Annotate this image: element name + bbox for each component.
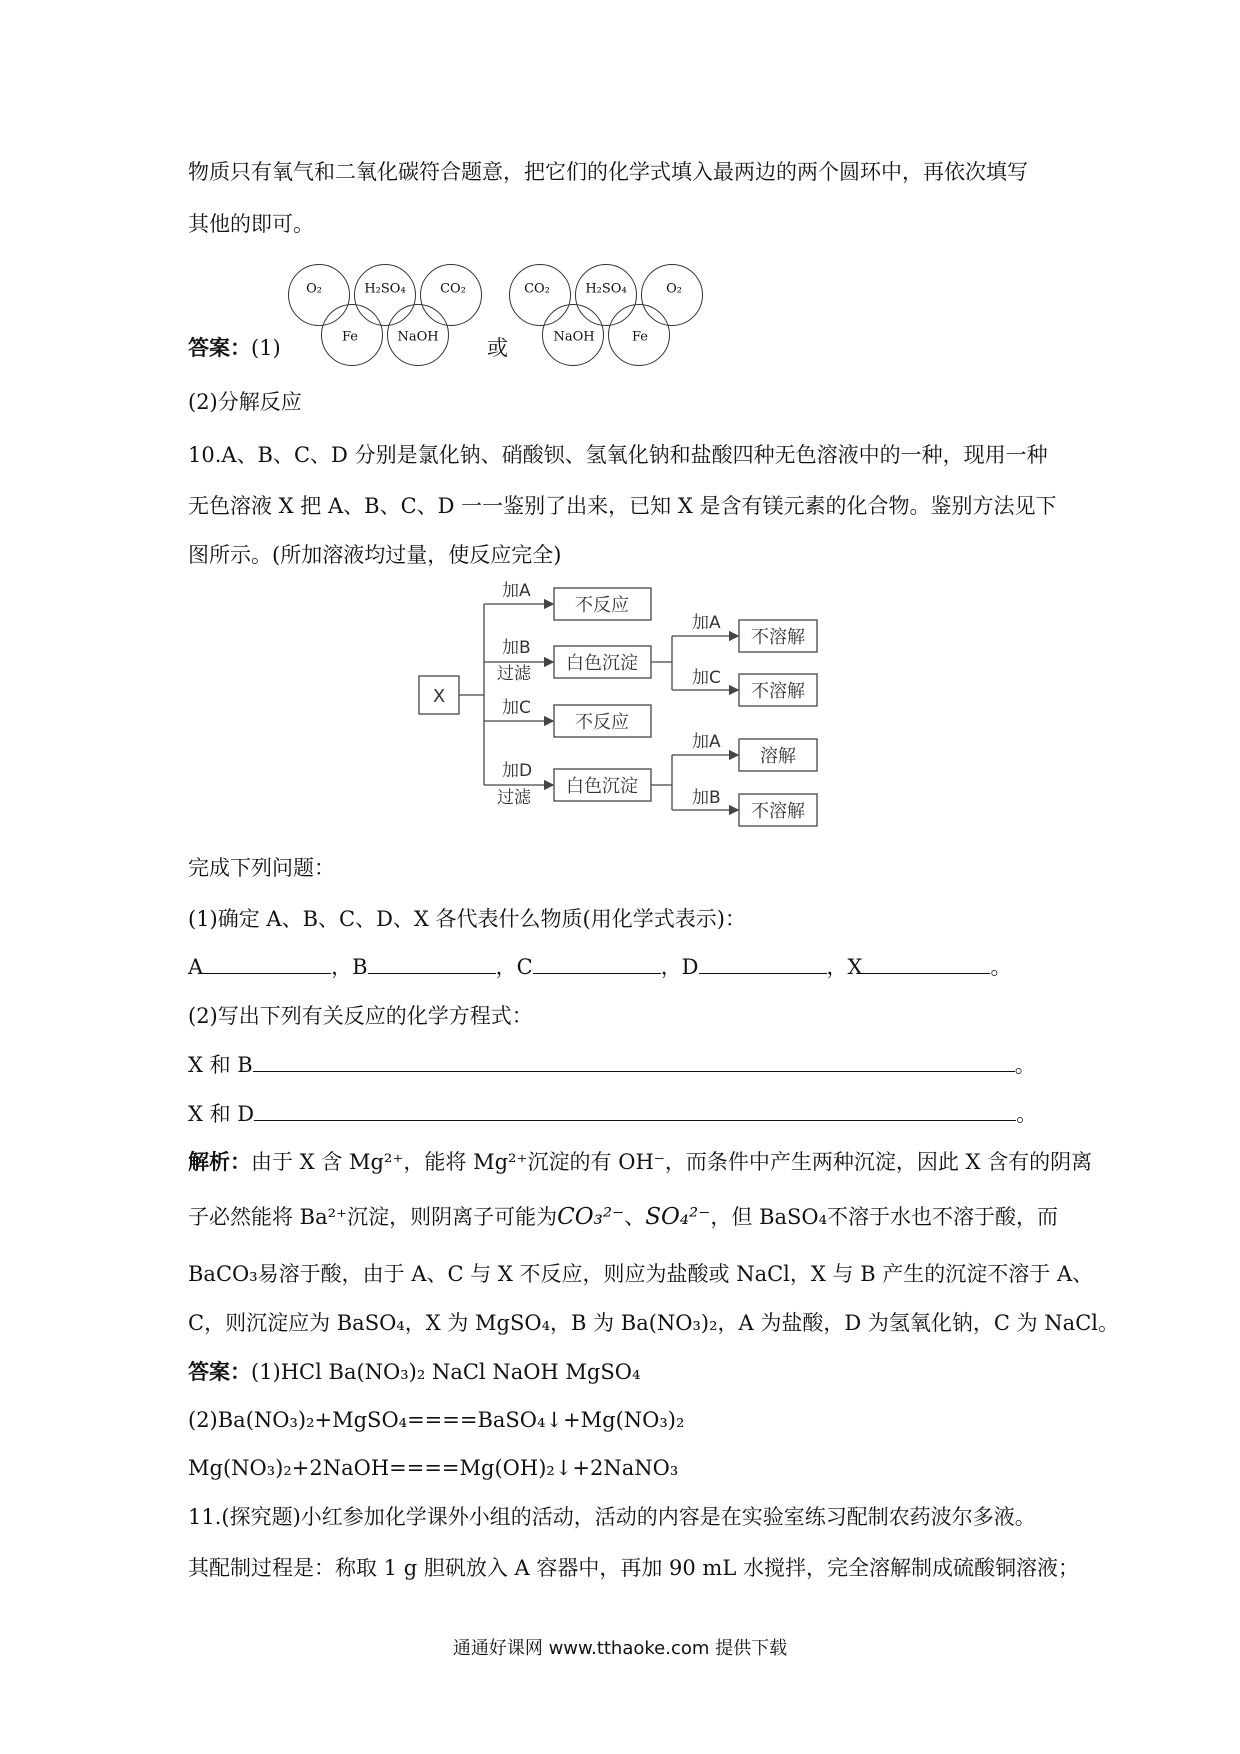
- ring-label: H₂SO₄: [364, 281, 406, 297]
- formula-so4: SO₄²⁻: [645, 1204, 711, 1230]
- blank-label-a: A: [188, 955, 204, 979]
- blank-label-b: ，B: [331, 955, 368, 979]
- flow-label-add-a: 加A: [692, 613, 721, 633]
- answer-blanks-line: [188, 955, 1011, 980]
- q10-answer-line-1: [188, 1360, 640, 1385]
- ring-label: NaOH: [553, 329, 595, 345]
- blank-a[interactable]: [203, 955, 331, 974]
- q10-answer-line-3: Mg(NO₃)₂+2NaOH====Mg(OH)₂↓+2NaNO₃: [188, 1456, 679, 1480]
- flow-label-add-b: 加B: [692, 788, 721, 808]
- ring-label: Fe: [631, 329, 649, 345]
- footer: 通通好课网 www.tthaoke.com 提供下载: [452, 1638, 788, 1659]
- analysis-text-2a: 子必然能将 Ba²⁺沉淀，则阴离子可能为: [188, 1205, 558, 1229]
- analysis-line-4: C，则沉淀应为 BaSO₄，X 为 MgSO₄，B 为 Ba(NO₃)₂，A 为盐酸，D 为氢氧化钠，C 为 NaCl。: [188, 1311, 1119, 1335]
- blank-b[interactable]: [368, 955, 496, 974]
- q9-answer-part2: (2)分解反应: [188, 390, 302, 414]
- questions-intro: 完成下列问题：: [188, 856, 335, 880]
- flow-x-label: X: [432, 686, 446, 707]
- flow-label-add-c: 加C: [502, 698, 531, 718]
- flow-text-white-precip: 白色沉淀: [566, 776, 638, 797]
- blank-label-d: ，D: [660, 955, 699, 979]
- flow-label-filter: 过滤: [497, 664, 531, 684]
- q11-line-2: 其配制过程是：称取 1 g 胆矾放入 A 容器中，再加 90 mL 水搅拌，完全溶解制成硫酸铜溶液；: [188, 1556, 1079, 1580]
- intro-line-1: 物质只有氧气和二氧化碳符合题意，把它们的化学式填入最两边的两个圆环中，再依次填写: [188, 160, 1028, 184]
- eq-xd-label: X 和 D: [188, 1102, 255, 1126]
- eq-xb-period: 。: [1014, 1053, 1036, 1077]
- blank-label-x: ，X: [826, 955, 863, 979]
- blank-end: 。: [990, 955, 1012, 979]
- flow-text-no-reaction: 不反应: [575, 712, 629, 733]
- flow-label-add-b: 加B: [502, 638, 531, 658]
- flow-label-add-c: 加C: [692, 668, 721, 688]
- flow-text-no-reaction: 不反应: [575, 595, 629, 616]
- blank-c[interactable]: [533, 955, 661, 974]
- answer-label: 答案：: [188, 336, 251, 360]
- ring-label: O₂: [666, 281, 682, 297]
- ring-label: H₂SO₄: [585, 281, 627, 297]
- flow-text-white-precip: 白色沉淀: [566, 653, 638, 674]
- flow-label-add-d: 加D: [502, 761, 533, 781]
- q10-stem-2: 无色溶液 X 把 A、B、C、D 一一鉴别了出来，已知 X 是含有镁元素的化合物。鉴别方法见下: [188, 494, 1057, 518]
- analysis-line-3: BaCO₃易溶于酸，由于 A、C 与 X 不反应，则应为盐酸或 NaCl，X 与 B 产生的沉淀不溶于 A、: [188, 1262, 1094, 1286]
- eq-xb-label: X 和 B: [188, 1053, 253, 1077]
- blank-d[interactable]: [699, 955, 827, 974]
- analysis-label: 解析：: [188, 1150, 251, 1174]
- analysis-line-1: [188, 1150, 1092, 1175]
- question-2: (2)写出下列有关反应的化学方程式：: [188, 1004, 533, 1028]
- analysis-sep: 、: [624, 1205, 646, 1229]
- ring-label: Fe: [341, 329, 359, 345]
- eq-xb-blank[interactable]: [253, 1053, 1015, 1072]
- flow-label-add-a: 加A: [692, 732, 721, 752]
- q10-stem-3: 图所示。(所加溶液均过量，使反应完全): [188, 543, 562, 567]
- ring-label: O₂: [306, 281, 322, 297]
- q10-answer-line-2: (2)Ba(NO₃)₂+MgSO₄====BaSO₄↓+Mg(NO₃)₂: [188, 1408, 685, 1432]
- answer-label: 答案：: [188, 1360, 251, 1384]
- ring-label: CO₂: [440, 281, 466, 297]
- analysis-text-2b: ，但 BaSO₄不溶于水也不溶于酸，而: [710, 1205, 1059, 1229]
- ring-label: CO₂: [524, 281, 550, 297]
- flow-label-add-a: 加A: [502, 581, 531, 601]
- ring-label: NaOH: [397, 329, 439, 345]
- blank-x[interactable]: [862, 955, 990, 974]
- or-text: 或: [487, 336, 508, 360]
- eq-xd-blank[interactable]: [254, 1102, 1016, 1121]
- intro-line-2: 其他的即可。: [188, 212, 314, 236]
- answer-part1: (1): [251, 336, 281, 360]
- flow-label-filter: 过滤: [497, 788, 531, 808]
- equation-xb-line: [188, 1053, 1036, 1078]
- flow-text-insoluble: 不溶解: [751, 627, 805, 648]
- blank-label-c: ，C: [495, 955, 533, 979]
- formula-co3: CO₃²⁻: [557, 1204, 625, 1230]
- q10-stem-1: 10.A、B、C、D 分别是氯化钠、硝酸钡、氢氧化钠和盐酸四种无色溶液中的一种，现用一种: [188, 443, 1048, 467]
- equation-xd-line: [188, 1102, 1037, 1127]
- eq-xd-period: 。: [1016, 1102, 1038, 1126]
- analysis-line-2: [188, 1204, 1058, 1232]
- analysis-text-1: 由于 X 含 Mg²⁺，能将 Mg²⁺沉淀的有 OH⁻，而条件中产生两种沉淀，因此 X 含有的阴离: [251, 1150, 1093, 1174]
- flow-text-insoluble: 不溶解: [751, 801, 805, 822]
- answer-text-1: (1)HCl Ba(NO₃)₂ NaCl NaOH MgSO₄: [251, 1360, 641, 1384]
- flow-text-insoluble: 不溶解: [751, 681, 805, 702]
- flow-text-dissolve: 溶解: [760, 746, 796, 767]
- question-1: (1)确定 A、B、C、D、X 各代表什么物质(用化学式表示)：: [188, 907, 746, 931]
- q11-line-1: 11.(探究题)小红参加化学课外小组的活动，活动的内容是在实验室练习配制农药波尔多液。: [188, 1505, 1036, 1529]
